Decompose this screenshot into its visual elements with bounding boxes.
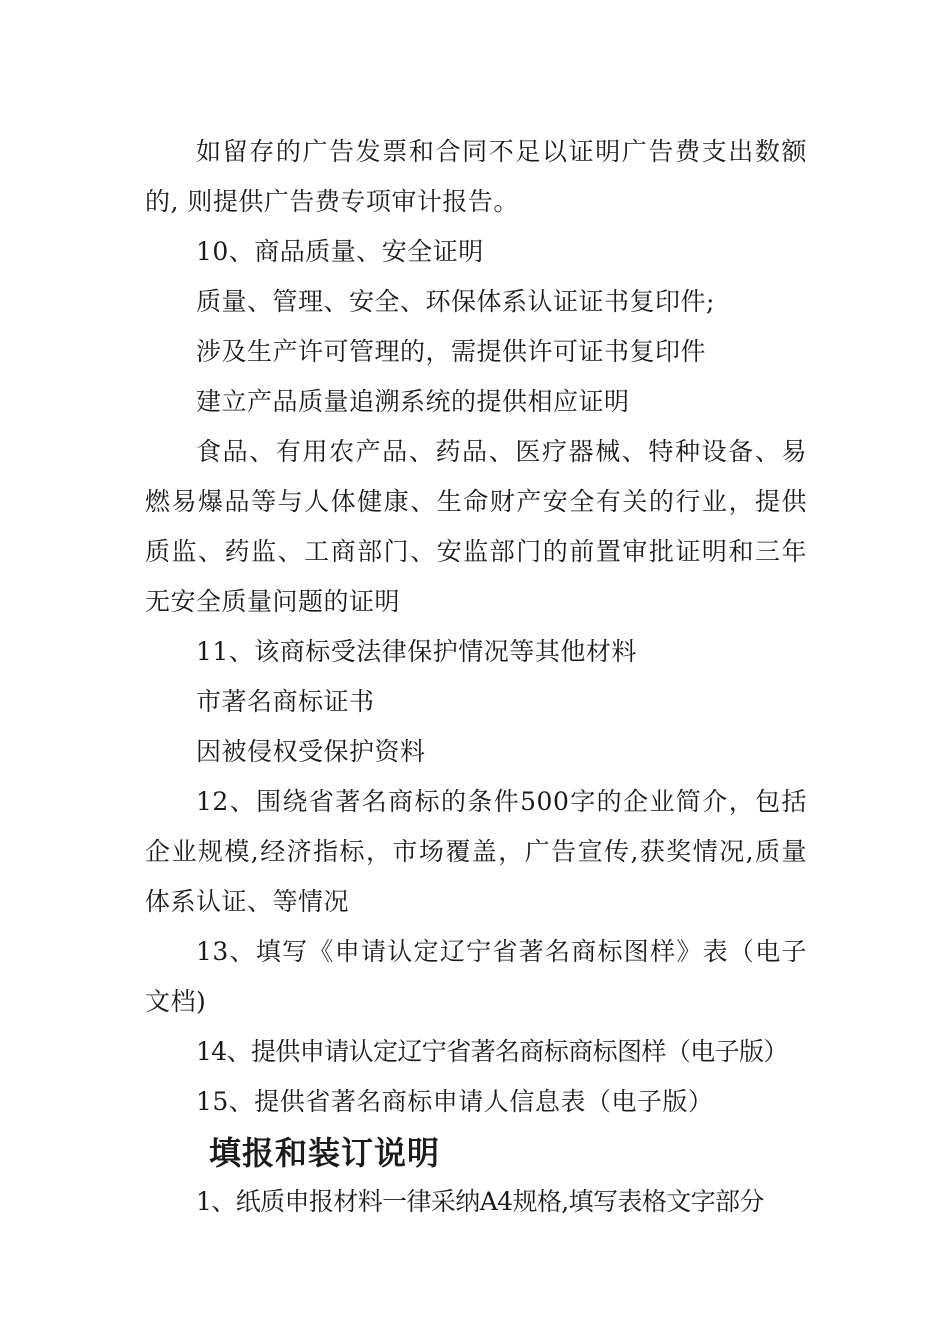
item-15-title: 15、提供省著名商标申请人信息表（电子版） <box>196 1087 714 1116</box>
item-12-title: 12、围绕省著名商标的条件500字的企业简介，包括企业规模,经济指标，市场覆盖，广告宣传,获奖情况,质量体系认证、等情况 <box>145 787 807 916</box>
document-body <box>145 127 807 1227</box>
item-14-title: 14、提供申请认定辽宁省著名商标商标图样（电子版） <box>196 1037 788 1066</box>
paragraph-infringement: 因被侵权受保护资料 <box>196 737 426 766</box>
item-11-title: 11、该商标受法律保护情况等其他材料 <box>196 637 637 666</box>
paragraph-traceability: 建立产品质量追溯系统的提供相应证明 <box>196 387 630 416</box>
paragraph-paper-format: 1、纸质申报材料一律采纳A4规格,填写表格文字部分 <box>196 1187 764 1216</box>
item-13-title: 13、填写《申请认定辽宁省著名商标图样》表（电子文档) <box>145 937 807 1016</box>
paragraph-safety-industries: 食品、有用农产品、药品、医疗器械、特种设备、易燃易爆品等与人体健康、生命财产安全有关的行业，提供质监、药监、工商部门、安监部门的前置审批证明和三年无安全质量问题的证明 <box>145 437 807 616</box>
section-heading: 填报和装订说明 <box>209 1134 441 1172</box>
paragraph-city-trademark: 市著名商标证书 <box>196 687 375 716</box>
paragraph-ad-audit: 如留存的广告发票和合同不足以证明广告费支出数额的, 则提供广告费专项审计报告。 <box>145 137 807 216</box>
paragraph-certificates: 质量、管理、安全、环保体系认证证书复印件; <box>196 287 715 316</box>
item-10-title: 10、商品质量、安全证明 <box>196 237 484 266</box>
paragraph-production-license: 涉及生产许可管理的，需提供许可证书复印件 <box>196 337 707 366</box>
